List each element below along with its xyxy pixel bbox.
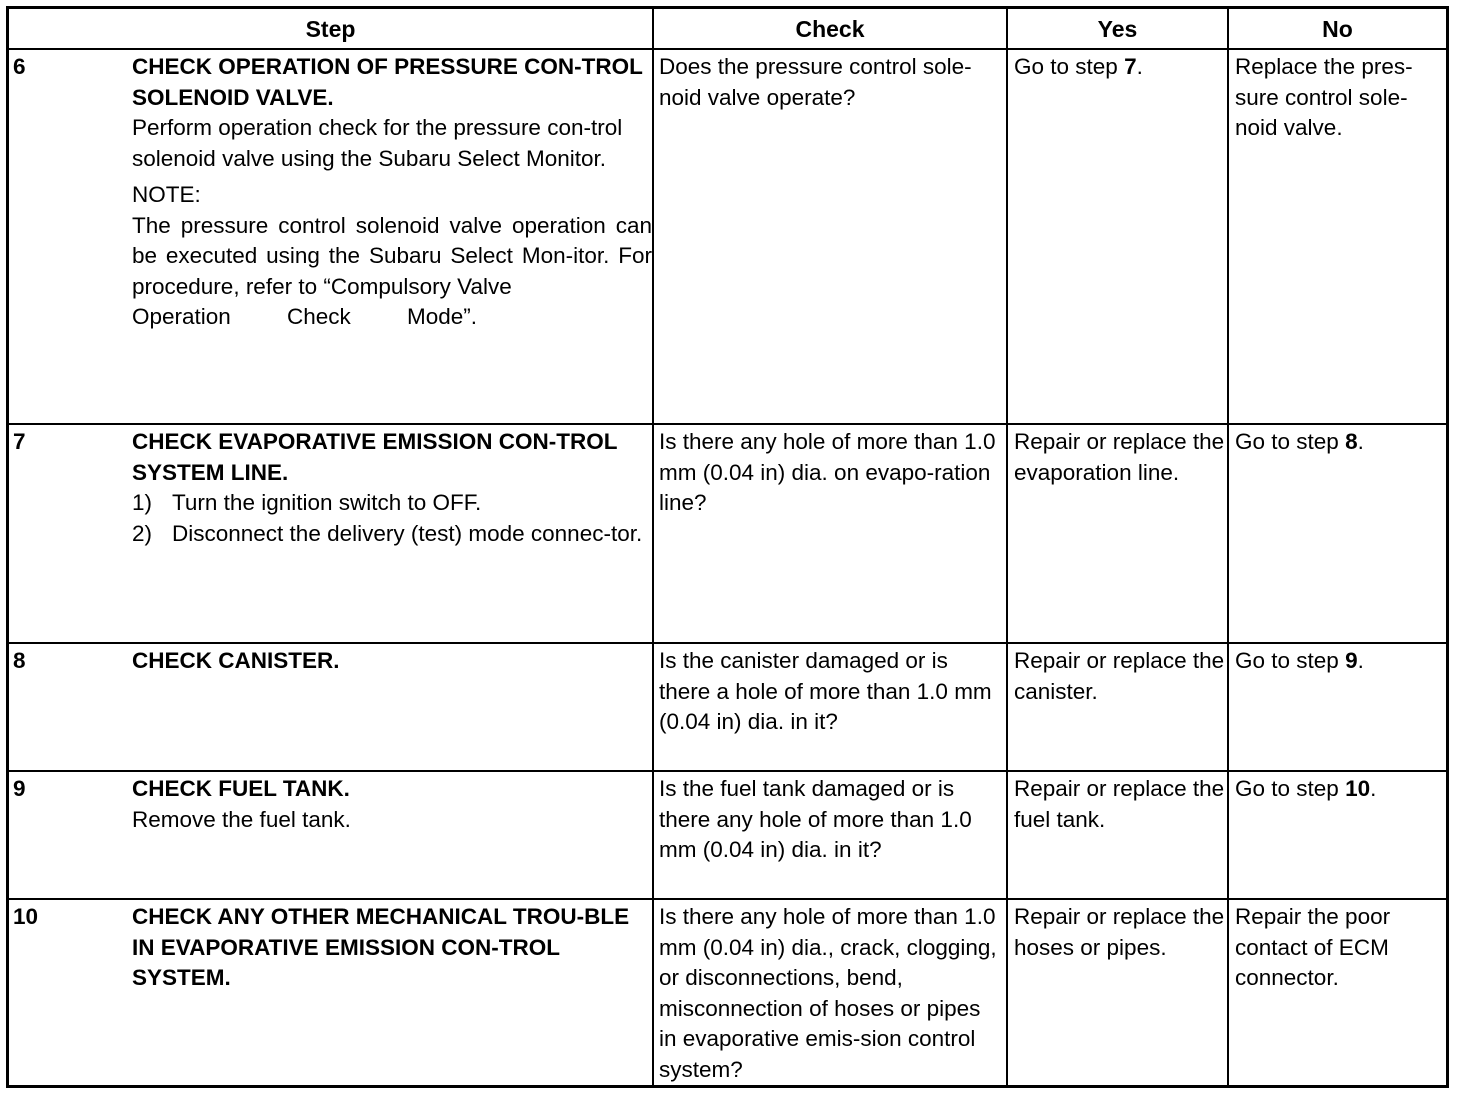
header-no: No bbox=[1322, 16, 1353, 42]
step-cell bbox=[132, 427, 652, 549]
header-yes: Yes bbox=[1097, 16, 1138, 42]
procedure-text: Disconnect the delivery (test) mode connec-tor. bbox=[172, 520, 643, 546]
column-divider bbox=[652, 9, 654, 1085]
check-cell: Is there any hole of more than 1.0 mm (0.04 in) dia. on evapo-ration line? bbox=[659, 429, 996, 515]
note-text-last: Operation Check Mode”. bbox=[132, 304, 477, 329]
step-cell bbox=[132, 52, 652, 333]
step-body: Remove the fuel tank. bbox=[132, 806, 351, 832]
no-step-ref: 9 bbox=[1345, 648, 1358, 673]
no-step-ref: 10 bbox=[1345, 776, 1371, 801]
yes-cell bbox=[1014, 52, 1227, 83]
procedure-text: Turn the ignition switch to OFF. bbox=[172, 490, 482, 515]
step-title: CHECK ANY OTHER MECHANICAL TROU-BLE IN EVAPORATIVE EMISSION CON-TROL SYSTEM. bbox=[132, 904, 630, 990]
step-title: CHECK OPERATION OF PRESSURE CON-TROL SOLENOID VALVE. bbox=[132, 54, 643, 110]
note-text: The pressure control solenoid valve operation can be executed using the Subaru Select Mon-itor. For procedure, refer to “Compulsory Valve bbox=[132, 212, 652, 299]
row-divider bbox=[9, 898, 1446, 900]
check-cell: Is there any hole of more than 1.0 mm (0.04 in) dia., crack, clogging, or disconnections, bend, misconnection of hoses or pipes in evaporative emis-sion control system? bbox=[659, 904, 997, 1082]
procedure-number: 2) bbox=[132, 520, 153, 546]
no-suffix: . bbox=[1370, 776, 1377, 801]
yes-cell: Repair or replace the canister. bbox=[1014, 648, 1225, 704]
no-cell: Repair the poor contact of ECM connector. bbox=[1235, 904, 1391, 990]
row-divider bbox=[9, 642, 1446, 644]
no-text: Go to step bbox=[1235, 648, 1346, 673]
step-cell bbox=[132, 646, 652, 677]
no-suffix: . bbox=[1357, 648, 1364, 673]
procedure-item bbox=[132, 488, 652, 519]
column-divider bbox=[1227, 9, 1229, 1085]
step-number: 6 bbox=[13, 54, 26, 79]
header-step: Step bbox=[305, 16, 356, 42]
no-cell: Replace the pres-sure control sole-noid valve. bbox=[1235, 54, 1413, 140]
yes-suffix: . bbox=[1136, 54, 1143, 79]
no-step-ref: 8 bbox=[1345, 429, 1358, 454]
check-cell: Is the fuel tank damaged or is there any hole of more than 1.0 mm (0.04 in) dia. in it? bbox=[659, 776, 972, 862]
step-number: 10 bbox=[13, 904, 39, 929]
procedure-number: 1) bbox=[132, 490, 153, 515]
yes-cell: Repair or replace the hoses or pipes. bbox=[1014, 904, 1225, 960]
yes-cell: Repair or replace the fuel tank. bbox=[1014, 776, 1225, 832]
note-label: NOTE: bbox=[132, 182, 201, 207]
step-title: CHECK FUEL TANK. bbox=[132, 776, 350, 801]
header-check: Check bbox=[795, 16, 865, 42]
step-title: CHECK CANISTER. bbox=[132, 648, 340, 673]
no-suffix: . bbox=[1357, 429, 1364, 454]
step-cell bbox=[132, 774, 652, 835]
procedure-item bbox=[132, 519, 652, 550]
yes-text: Go to step bbox=[1014, 54, 1125, 79]
step-cell bbox=[132, 902, 652, 994]
no-text: Go to step bbox=[1235, 429, 1346, 454]
no-cell bbox=[1235, 646, 1445, 677]
check-cell: Is the canister damaged or is there a hole of more than 1.0 mm (0.04 in) dia. in it? bbox=[659, 648, 992, 734]
step-number: 8 bbox=[13, 648, 26, 673]
step-number: 9 bbox=[13, 776, 26, 801]
yes-step-ref: 7 bbox=[1124, 54, 1137, 79]
yes-cell: Repair or replace the evaporation line. bbox=[1014, 429, 1225, 485]
column-divider bbox=[1006, 9, 1008, 1085]
step-title: CHECK EVAPORATIVE EMISSION CON-TROL SYSTEM LINE. bbox=[132, 429, 618, 485]
check-cell: Does the pressure control sole-noid valve operate? bbox=[659, 54, 972, 110]
no-cell bbox=[1235, 427, 1445, 458]
troubleshooting-table bbox=[6, 6, 1449, 1088]
step-body: Perform operation check for the pressure con-trol solenoid valve using the Subaru Select Monitor. bbox=[132, 115, 623, 171]
row-divider bbox=[9, 423, 1446, 425]
step-number: 7 bbox=[13, 429, 26, 454]
no-text: Go to step bbox=[1235, 776, 1346, 801]
row-divider bbox=[9, 770, 1446, 772]
no-cell bbox=[1235, 774, 1445, 805]
